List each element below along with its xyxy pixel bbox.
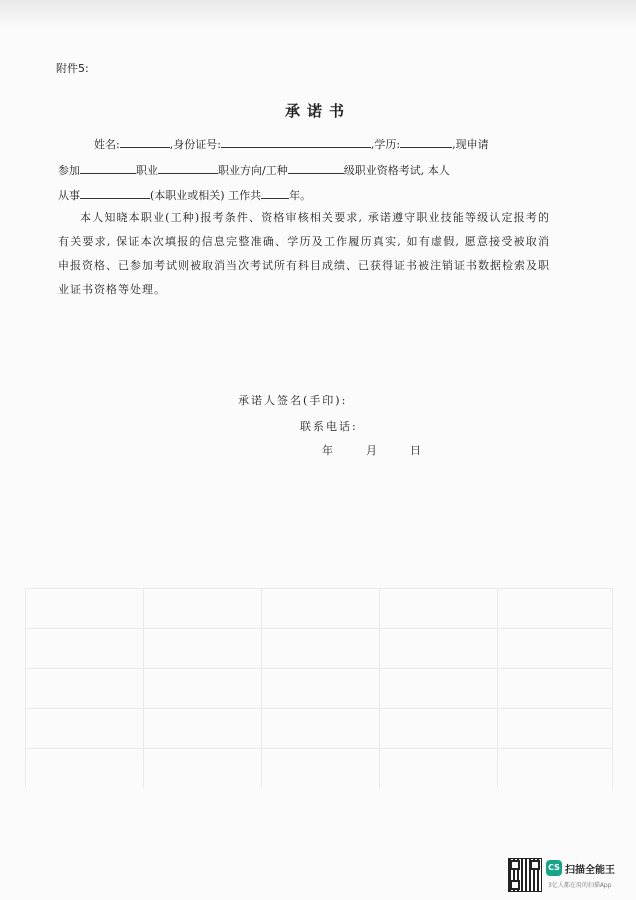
brand-name: 扫描全能王 bbox=[565, 865, 615, 876]
occupation-blank[interactable] bbox=[158, 163, 218, 174]
id-label: ,身份证号: bbox=[169, 138, 221, 151]
apply-label: ,现申请 bbox=[452, 138, 489, 151]
date-year-label: 年 bbox=[322, 444, 335, 457]
date-day-label: 日 bbox=[410, 444, 423, 457]
qr-eye-top-right bbox=[530, 860, 540, 870]
attend-blank[interactable] bbox=[80, 163, 136, 174]
form-line-2 bbox=[58, 162, 558, 178]
level-label: 级职业资格考试, 本人 bbox=[343, 164, 450, 177]
id-blank[interactable] bbox=[221, 137, 371, 148]
form-line-1 bbox=[94, 136, 594, 152]
direction-blank[interactable] bbox=[288, 163, 344, 174]
name-blank[interactable] bbox=[120, 137, 170, 148]
years-blank[interactable] bbox=[261, 188, 289, 199]
engaged-blank[interactable] bbox=[80, 188, 150, 199]
name-label: 姓名: bbox=[94, 138, 120, 151]
attachment-label: 附件5: bbox=[56, 62, 89, 75]
years-label: 年。 bbox=[289, 189, 312, 202]
scanner-watermark bbox=[508, 858, 628, 894]
camscanner-logo-icon: CS bbox=[546, 860, 562, 876]
related-label: (本职业或相关) 工作共 bbox=[150, 189, 262, 202]
direction-label: 职业方向/工种 bbox=[218, 164, 288, 177]
bleed-through-table bbox=[25, 588, 613, 788]
qr-eye-top-left bbox=[510, 860, 520, 870]
phone-label: 联系电话: bbox=[300, 420, 358, 433]
qr-eye-bottom-left bbox=[510, 880, 520, 890]
edu-blank[interactable] bbox=[400, 137, 452, 148]
qr-code-icon bbox=[508, 858, 542, 892]
brand-tagline: 3亿人都在用的扫描App bbox=[548, 882, 612, 889]
form-line-3 bbox=[58, 187, 558, 203]
occupation-label: 职业 bbox=[136, 164, 158, 177]
attend-label: 参加 bbox=[58, 164, 80, 177]
commitment-paragraph: 本人知晓本职业(工种)报考条件、资格审核相关要求, 承诺遵守职业技能等级认定报考的有关要求, 保证本次填报的信息完整准确、学历及工作履历真实, 如有虚假, 愿意接受被取消申报资格、已参加考试则被取消当次考试所有科目成绩、已获得证书被注销证书数据检索及职业证书资格等处理。 bbox=[58, 211, 550, 296]
signer-label: 承诺人签名(手印): bbox=[238, 394, 348, 407]
scan-shadow bbox=[0, 0, 636, 30]
date-month-label: 月 bbox=[366, 444, 379, 457]
engaged-label: 从事 bbox=[58, 189, 80, 202]
document-title: 承诺书 bbox=[284, 102, 351, 120]
edu-label: ,学历: bbox=[370, 138, 401, 151]
